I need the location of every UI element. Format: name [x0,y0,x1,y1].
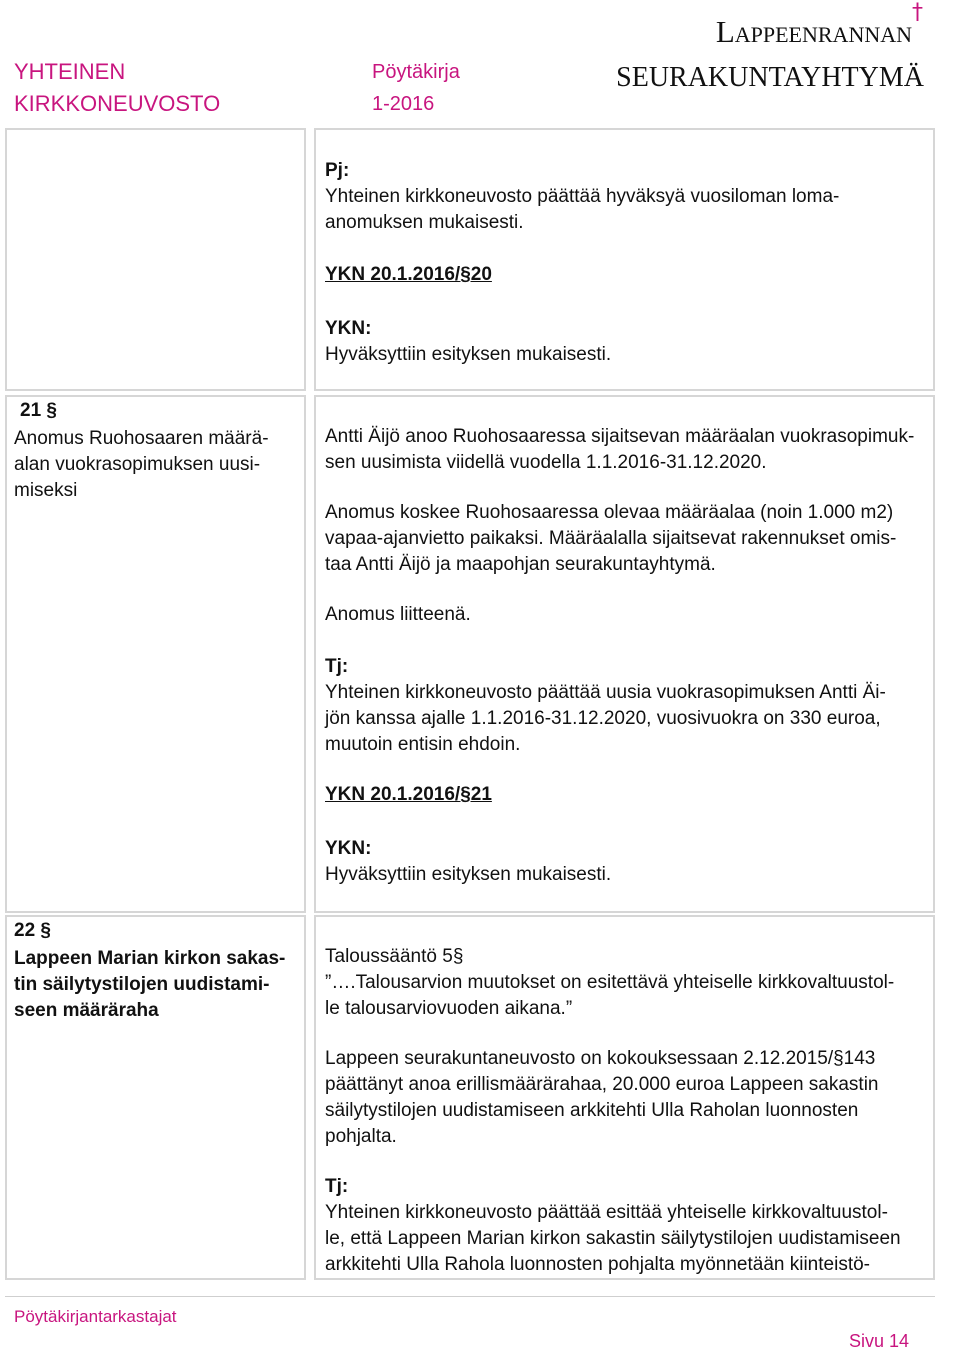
sec22-tj-line3: arkkitehti Ulla Rahola luonnosten pohjalta myönnetään kiinteistö- [325,1254,870,1275]
left-column-frame-1 [5,128,306,391]
org-name-line1: Lappeenrannan [715,14,912,49]
sec21-tj-line1: Yhteinen kirkkoneuvosto päättää uusia vuokrasopimuksen Antti Äi- [325,682,886,703]
cross-icon: † [912,0,923,25]
sec21-para2-line2: vapaa-ajanvietto paikaksi. Määräalalla sijaitsevat rakennukset omis- [325,528,897,549]
sec21-tj-label: Tj: [325,656,349,677]
section-22-heading-line1: Lappeen Marian kirkon sakas- [14,948,286,969]
sec22-para2-line4: pohjalta. [325,1126,397,1147]
sec22-para1-line2: ”….Talousarvion muutokset on esitettävä yhteiselle kirkkovaltuustol- [325,972,895,993]
sec21-ykn-decision-text: Hyväksyttiin esityksen mukaisesti. [325,864,612,885]
ykn-reference-20: YKN 20.1.2016/§20 [325,264,492,285]
sec21-para1-line1: Antti Äijö anoo Ruohosaaressa sijaitsevan määräalan vuokrasopimuk- [325,426,915,447]
sec21-tj-line2: jön kanssa ajalle 1.1.2016-31.12.2020, vuosivuokra on 330 euroa, [325,708,881,729]
sec21-ykn-label: YKN: [325,838,372,859]
org-name-line2: SEURAKUNTAYHTYMÄ [616,62,924,93]
sec21-para1-line2: sen uusimista viidellä vuodella 1.1.2016-31.12.2020. [325,452,767,473]
header-doc-number: 1-2016 [372,93,435,115]
sec22-para2-line1: Lappeen seurakuntaneuvosto on kokouksessaan 2.12.2015/§143 [325,1048,876,1069]
sec22-tj-line2: le, että Lappeen Marian kirkon sakastin säilytystilojen uudistamiseen [325,1228,901,1249]
header-doc-type: Pöytäkirja [372,61,460,83]
sec22-tj-line1: Yhteinen kirkkoneuvosto päättää esittää yhteiselle kirkkovaltuustol- [325,1202,888,1223]
footer-divider [5,1296,935,1297]
ykn-decision-text: Hyväksyttiin esityksen mukaisesti. [325,344,612,365]
section-22-heading-line3: seen määräraha [14,1000,159,1021]
ykn-label: YKN: [325,318,372,339]
section-21-number: 21 § [20,400,57,421]
section-22-number: 22 § [14,920,51,941]
pj-text-line1: Yhteinen kirkkoneuvosto päättää hyväksyä vuosiloman loma- [325,186,840,207]
header-body-line2: KIRKKONEUVOSTO [14,91,221,116]
sec22-tj-label: Tj: [325,1176,349,1197]
sec22-para2-line2: päättänyt anoa erillismäärärahaa, 20.000 euroa Lappeen sakastin [325,1074,879,1095]
page-number: Sivu 14 [849,1331,910,1351]
ykn-reference-21: YKN 20.1.2016/§21 [325,784,492,805]
footer-reviewers-label: Pöytäkirjantarkastajat [14,1307,177,1326]
sec22-para1-line1: Taloussääntö 5§ [325,946,464,967]
sec21-tj-line3: muutoin entisin ehdoin. [325,734,521,755]
pj-text-line2: anomuksen mukaisesti. [325,212,524,233]
sec22-para2-line3: säilytystilojen uudistamiseen arkkitehti Ulla Raholan luonnosten [325,1100,859,1121]
sec21-attachment-note: Anomus liitteenä. [325,604,471,625]
header-body-line1: YHTEINEN [14,59,126,84]
sec21-para2-line1: Anomus koskee Ruohosaaressa olevaa määräalaa (noin 1.000 m2) [325,502,894,523]
section-21-heading-line2: alan vuokrasopimuksen uusi- [14,454,261,475]
section-21-heading-line3: miseksi [14,480,78,501]
section-21-heading-line1: Anomus Ruohosaaren määrä- [14,428,269,449]
sec21-para2-line3: taa Antti Äijö ja maapohjan seurakuntayhtymä. [325,554,716,575]
sec22-para1-line3: le talousarviovuoden aikana.” [325,998,573,1019]
pj-label: Pj: [325,160,350,181]
section-22-heading-line2: tin säilytystilojen uudistami- [14,974,270,995]
